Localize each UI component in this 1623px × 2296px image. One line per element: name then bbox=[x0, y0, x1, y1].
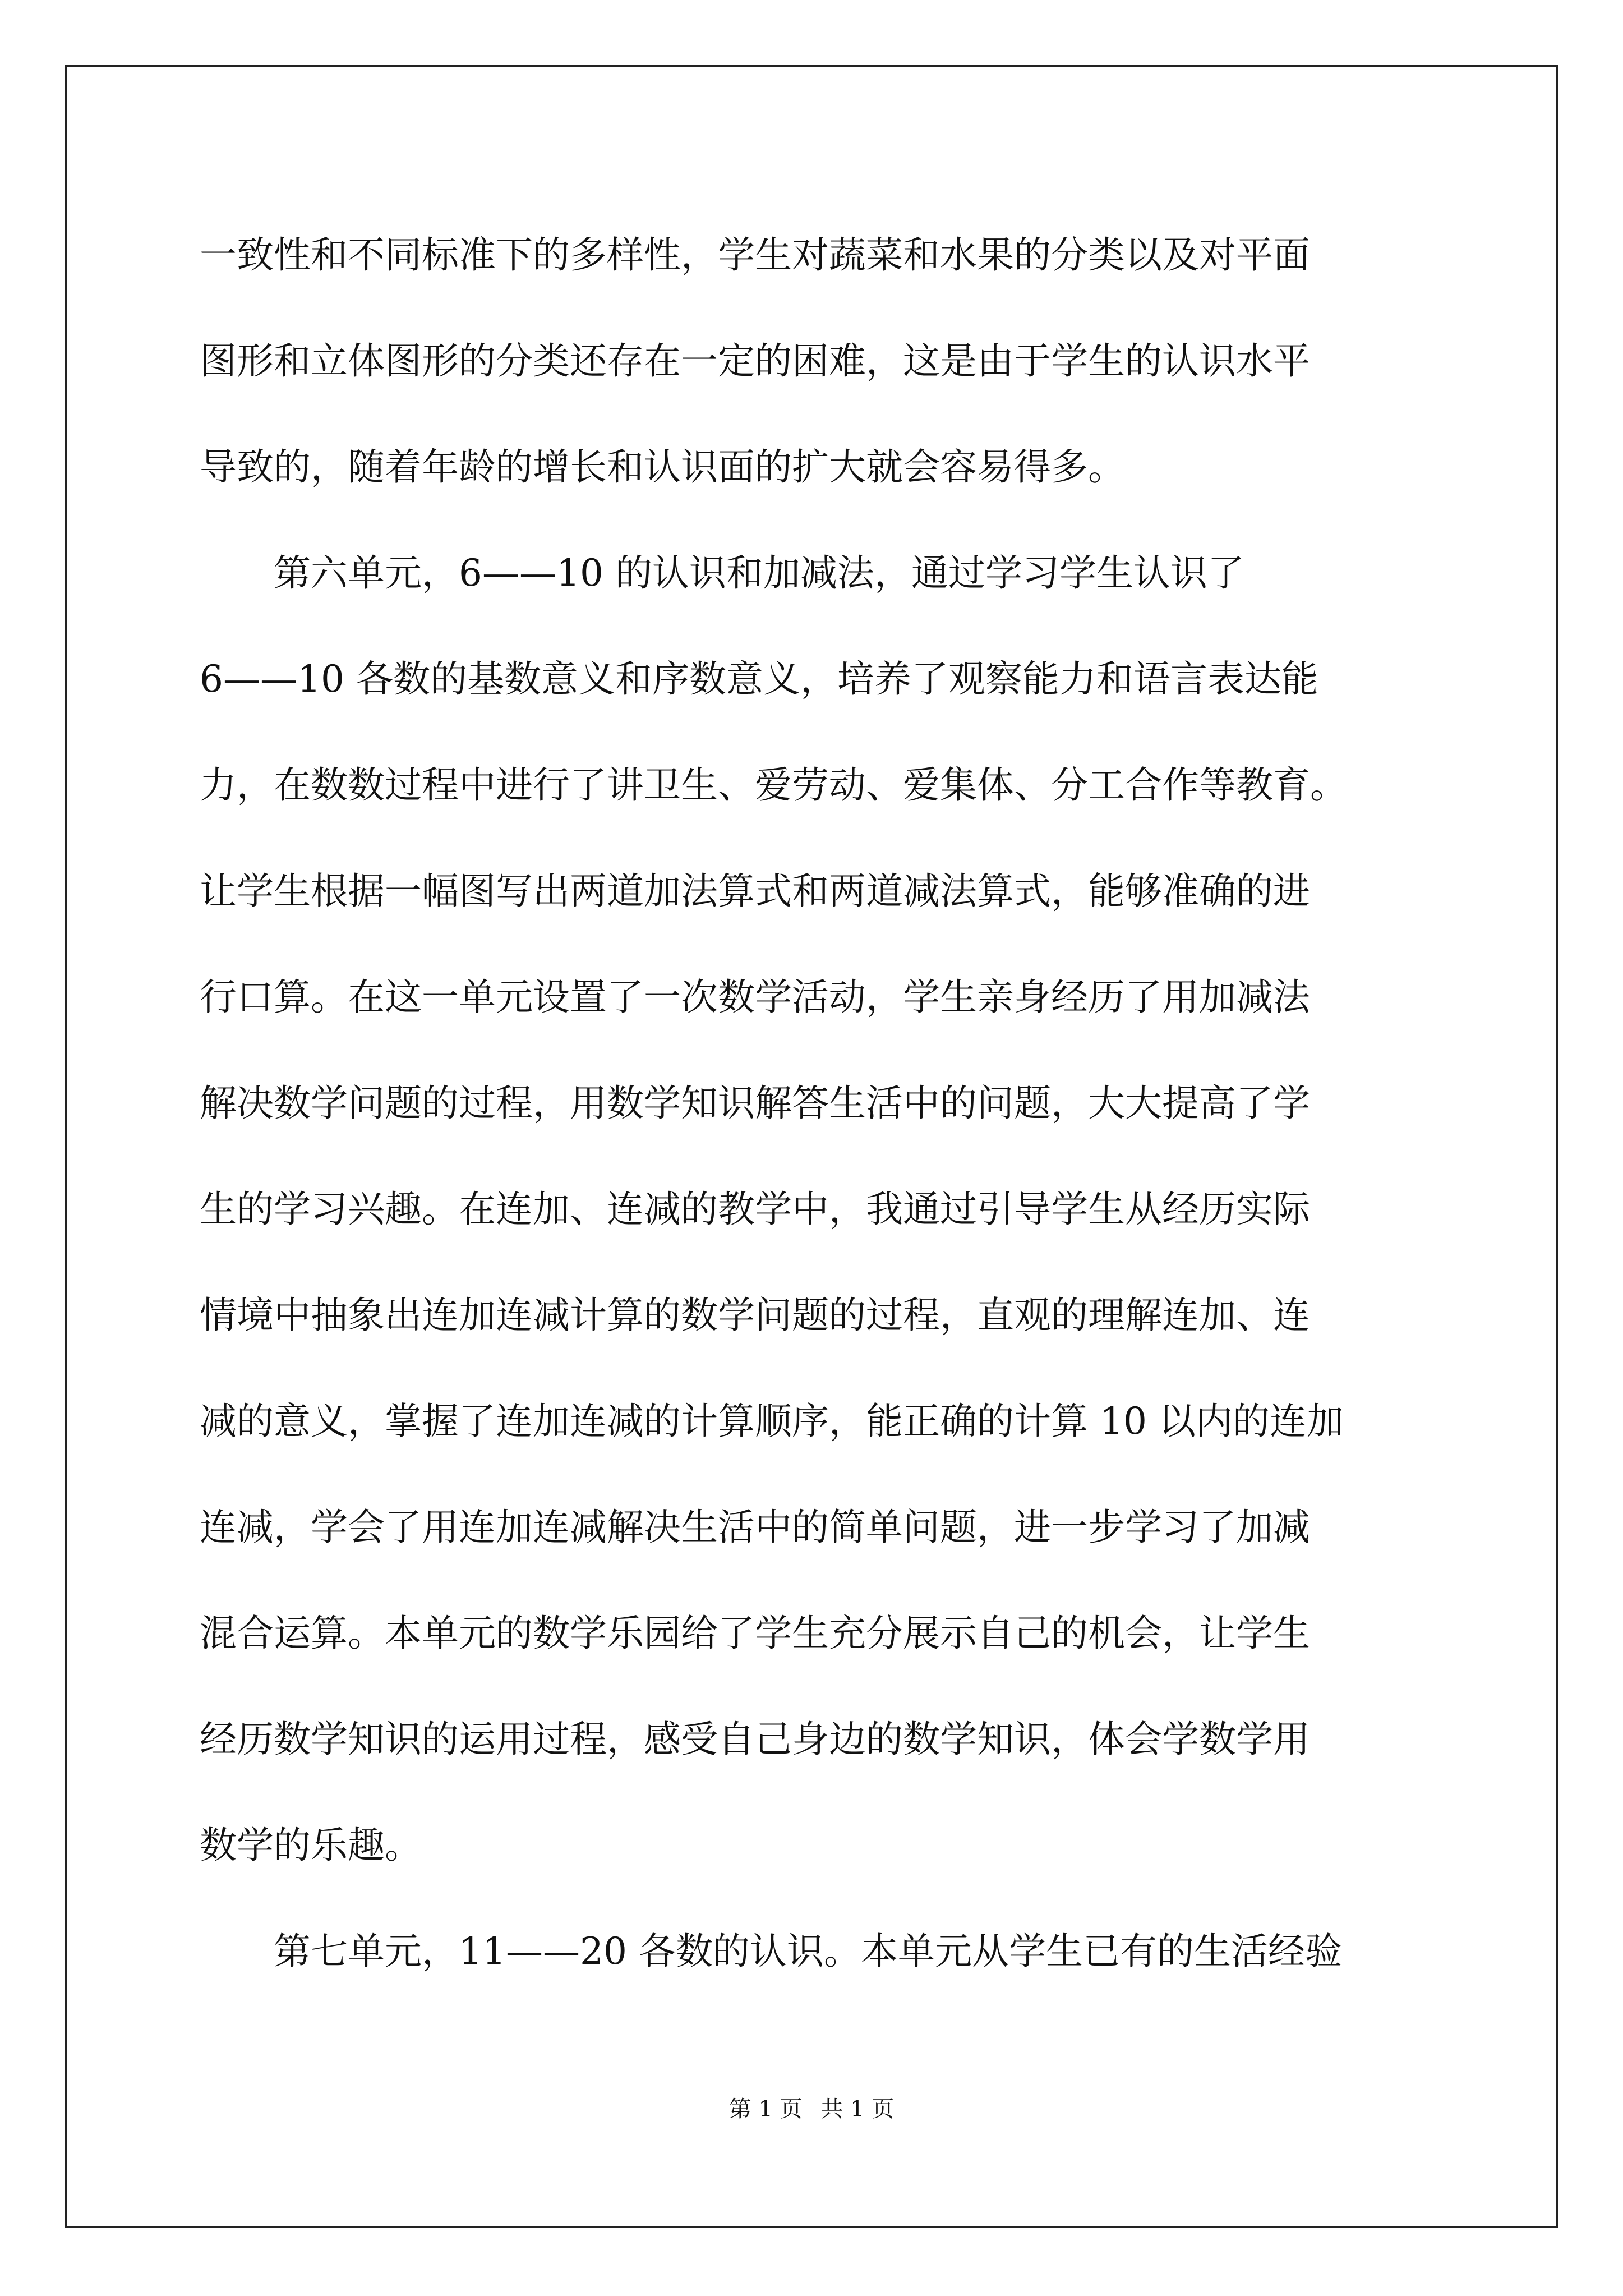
document-body bbox=[200, 202, 1445, 2004]
text-line: 数学的乐趣。 bbox=[200, 1824, 422, 1867]
text-line: 一致性和不同标准下的多样性，学生对蔬菜和水果的分类以及对平面 bbox=[200, 233, 1310, 277]
page-number: 第 1 页 bbox=[728, 2096, 803, 2122]
text-line: 解决数学问题的过程，用数学知识解答生活中的问题，大大提高了学 bbox=[200, 1082, 1310, 1125]
page-footer bbox=[0, 2091, 1623, 2123]
text-line: 减的意义，掌握了连加连减的计算顺序，能正确的计算 10 以内的连加 bbox=[200, 1400, 1344, 1443]
text-line: 生的学习兴趣。在连加、连减的教学中，我通过引导学生从经历实际 bbox=[200, 1188, 1310, 1231]
text-line: 情境中抽象出连加连减计算的数学问题的过程，直观的理解连加、连 bbox=[200, 1294, 1310, 1337]
text-line: 第七单元，11——20 各数的认识。本单元从学生已有的生活经验 bbox=[200, 1930, 1342, 1973]
text-line: 导致的，随着年龄的增长和认识面的扩大就会容易得多。 bbox=[200, 445, 1125, 489]
page-total: 共 1 页 bbox=[820, 2096, 895, 2122]
text-line: 图形和立体图形的分类还存在一定的困难，这是由于学生的认识水平 bbox=[200, 339, 1310, 383]
text-line: 连减，学会了用连加连减解决生活中的简单问题，进一步学习了加减 bbox=[200, 1506, 1310, 1549]
text-line: 让学生根据一幅图写出两道加法算式和两道减法算式，能够准确的进 bbox=[200, 869, 1310, 913]
text-line: 混合运算。本单元的数学乐园给了学生充分展示自己的机会，让学生 bbox=[200, 1612, 1310, 1655]
text-line: 6——10 各数的基数意义和序数意义，培养了观察能力和语言表达能 bbox=[200, 657, 1318, 701]
text-line: 经历数学知识的运用过程，感受自己身边的数学知识，体会学数学用 bbox=[200, 1718, 1310, 1761]
text-line: 第六单元，6——10 的认识和加减法，通过学习学生认识了 bbox=[200, 551, 1244, 595]
text-line: 力，在数数过程中进行了讲卫生、爱劳动、爱集体、分工合作等教育。 bbox=[200, 763, 1347, 807]
text-line: 行口算。在这一单元设置了一次数学活动，学生亲身经历了用加减法 bbox=[200, 976, 1310, 1019]
